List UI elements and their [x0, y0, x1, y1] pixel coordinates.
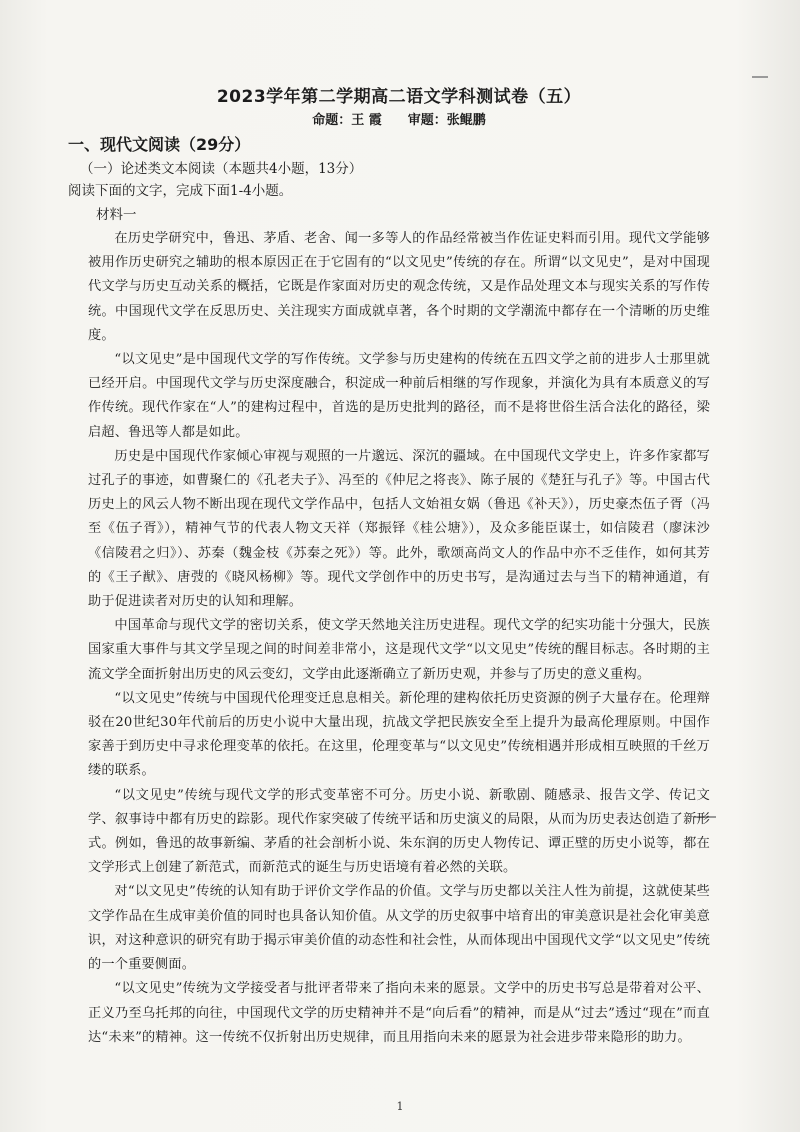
- exam-content: [68, 82, 710, 1050]
- paragraph: 历史是中国现代作家倾心审视与观照的一片邈远、深沉的疆域。在中国现代文学史上，许多作家都写过孔子的事迹，如曹聚仁的《孔老夫子》、冯至的《仲尼之将丧》、陈子展的《楚狂与孔子》等。中国古代历史上的风云人物不断出现在现代文学作品中，包括人文始祖女娲（鲁迅《补天》），历史豪杰伍子胥（冯至《伍子胥》），精神气节的代表人物文天祥（郑振铎《桂公塘》），及众多能臣谋士，如信陵君（廖沫沙《信陵君之归》）、苏秦（魏金枝《苏秦之死》）等。此外，歌颂高尚文人的作品中亦不乏佳作，如何其芳的《王子猷》、唐弢的《晓风杨柳》等。现代文学创作中的历史书写，是沟通过去与当下的精神通道，有助于促进读者对历史的认知和理解。: [88, 448, 710, 610]
- page-number: 1: [396, 1100, 404, 1113]
- setter-credit: 命题：王 霞: [312, 113, 382, 128]
- scan-mark-top-right: [752, 76, 768, 78]
- paragraph: 对“以文见史”传统的认知有助于评价文学作品的价值。文学与历史都以关注人性为前提，这就使某些文学作品在生成审美价值的同时也具备认知价值。从文学的历史叙事中培育出的审美意识是社会化审美意识，对这种意识的研究有助于揭示审美价值的动态性和社会性，从而体现出中国现代文学“以文见史”传统的一个重要侧面。: [88, 884, 710, 973]
- section-heading: 一、现代文阅读（29分）: [68, 135, 251, 154]
- paragraph: “以文见史”传统与中国现代伦理变迁息息相关。新伦理的建构依托历史资源的例子大量存在。伦理辩驳在20世纪30年代前后的历史小说中大量出现，抗战文学把民族安全至上提升为最高伦理原则。中国作家善于到历史中寻求伦理变革的依托。在这里，伦理变革与“以文见史”传统相遇并形成相互映照的千丝万缕的联系。: [88, 690, 710, 779]
- paragraph: 在历史学研究中，鲁迅、茅盾、老舍、闻一多等人的作品经常被当作佐证史料而引用。现代文学能够被用作历史研究之辅助的根本原因正在于它固有的“以文见史”传统的存在。所谓“以文见史”，是对中国现代文学与历史互动关系的概括，它既是作家面对历史的观念传统，又是作品处理文本与现实关系的写作传统。中国现代文学在反思历史、关注现实方面成就卓著，各个时期的文学潮流中都存在一个清晰的历史维度。: [88, 231, 710, 343]
- exam-credits: [88, 109, 710, 128]
- material-label: 材料一: [96, 207, 137, 223]
- paragraph: “以文见史”传统为文学接受者与批评者带来了指向未来的愿景。文学中的历史书写总是带着对公平、正义乃至乌托邦的向往，中国现代文学的历史精神并不是“向后看”的精神，而是从“过去”透过“现在”而直达“未来”的精神。这一传统不仅折射出历史规律，而且用指向未来的愿景为社会进步带来隐形的助力。: [88, 981, 710, 1045]
- reading-instruction: 阅读下面的文字，完成下面1-4小题。: [68, 183, 293, 199]
- reviewer-credit: 审题：张鲲鹏: [407, 113, 486, 128]
- paragraph: “以文见史”传统与现代文学的形式变革密不可分。历史小说、新歌剧、随感录、报告文学、传记文学、叙事诗中都有历史的踪影。现代作家突破了传统平话和历史演义的局限，从而为历史表达创造了新形式。例如，鲁迅的故事新编、茅盾的社会剖析小说、朱东润的历史人物传记、谭正壁的历史小说等，都在文学形式上创建了新范式，而新范式的诞生与历史语境有着必然的关联。: [88, 787, 710, 876]
- paragraph: 中国革命与现代文学的密切关系，使文学天然地关注历史进程。现代文学的纪实功能十分强大，民族国家重大事件与其文学呈现之间的时间差非常小，这是现代文学“以文见史”传统的醒目标志。各时期的主流文学全面折射出历史的风云变幻，文学由此逐渐确立了新历史观，并参与了历史的意义重构。: [88, 618, 710, 682]
- exam-title: 2023学年第二学期高二语文学科测试卷（五）: [216, 87, 582, 107]
- paragraph: “以文见史”是中国现代文学的写作传统。文学参与历史建构的传统在五四文学之前的进步人士那里就已经开启。中国现代文学与历史深度融合，积淀成一种前后相继的写作现象，并演化为具有本质意义的写作传统。现代作家在“人”的建构过程中，首选的是历史批判的路径，而不是将世俗生活合法化的路径，梁启超、鲁迅等人都是如此。: [88, 352, 710, 440]
- subsection-heading: （一）论述类文本阅读（本题共4小题，13分）: [80, 161, 363, 177]
